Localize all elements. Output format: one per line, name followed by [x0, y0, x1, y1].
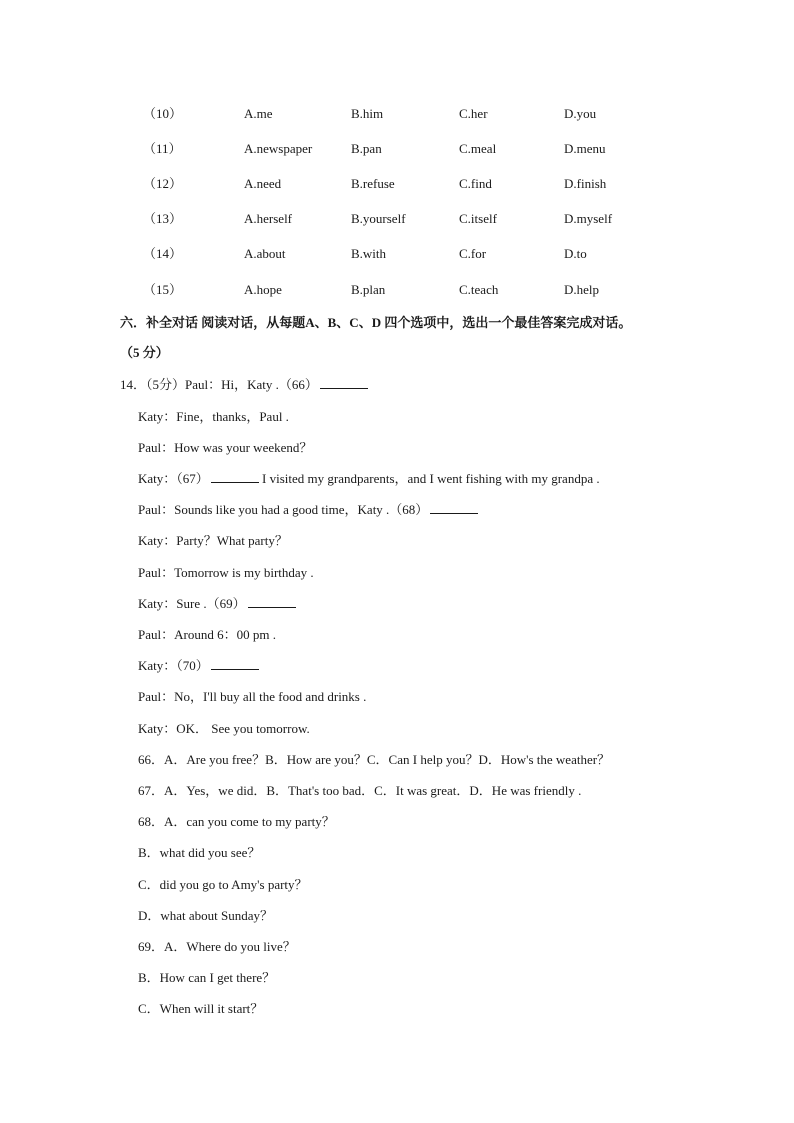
answer-blank [211, 657, 259, 670]
option-b: B.pan [351, 141, 382, 156]
dialogue-line [138, 438, 312, 458]
dialogue-text: Paul：No，I'll buy all the food and drinks . [138, 689, 367, 704]
dialogue-line [138, 531, 288, 551]
option-d: D.help [564, 282, 600, 297]
dialogue-text: Katy：（67） [138, 471, 209, 486]
option-a: A.about [244, 246, 286, 261]
dialogue-text: Paul：Sounds like you had a good time，Katy .（68） [138, 502, 429, 517]
section-heading: 六．补全对话 阅读对话，从每题A、B、C、D 四个选项中，选出一个最佳答案完成对话。 [120, 315, 632, 330]
option-d: D.to [564, 246, 587, 261]
option-b: B.refuse [351, 176, 395, 191]
dialogue-line [138, 469, 600, 489]
option-d: D.myself [564, 211, 613, 226]
question-header [120, 375, 368, 395]
option-a: A.newspaper [244, 141, 313, 156]
option-line: C．When will it start？ [138, 1001, 264, 1016]
option-b: B.yourself [351, 211, 406, 226]
choice-number: （12） [143, 176, 183, 191]
dialogue-line [138, 594, 296, 614]
option-d: D.menu [564, 141, 606, 156]
question-header-text: 14．（5分）Paul：Hi，Katy .（66） [120, 377, 318, 392]
option-line: 68．A．can you come to my party？ [138, 814, 335, 829]
option-a: A.herself [244, 211, 293, 226]
dialogue-text: Paul：Around 6：00 pm . [138, 627, 276, 642]
option-line: 66．A．Are you free？B．How are you？C．Can I help you？D．How's the weather？ [138, 752, 611, 767]
option-c: C.itself [459, 211, 497, 226]
option-c: C.find [459, 176, 492, 191]
dialogue-text: Katy：Party？What party？ [138, 533, 288, 548]
choice-number: （13） [143, 211, 183, 226]
dialogue-text: Paul：Tomorrow is my birthday . [138, 565, 314, 580]
dialogue-line [138, 625, 276, 645]
option-line: D．what about Sunday？ [138, 908, 274, 923]
answer-blank [211, 470, 259, 483]
option-b: B.with [351, 246, 387, 261]
dialogue-text: Katy：Sure .（69） [138, 596, 246, 611]
option-line: B．what did you see？ [138, 845, 261, 860]
dialogue-line [138, 563, 314, 583]
choice-number: （10） [143, 106, 183, 121]
option-a: A.hope [244, 282, 282, 297]
dialogue-line [138, 656, 259, 676]
option-c: C.meal [459, 141, 497, 156]
option-a: A.need [244, 176, 282, 191]
answer-blank [430, 501, 478, 514]
dialogue-line [138, 687, 366, 707]
option-c: C.for [459, 246, 487, 261]
option-c: C.her [459, 106, 488, 121]
dialogue-text-after: I visited my grandparents，and I went fishing with my grandpa . [258, 471, 600, 486]
option-line: 69．A．Where do you live？ [138, 939, 296, 954]
option-line: B．How can I get there？ [138, 970, 276, 985]
choice-number: （15） [143, 282, 183, 297]
option-d: D.finish [564, 176, 607, 191]
section-score: （5 分） [120, 345, 169, 360]
dialogue-line [138, 407, 289, 427]
choice-number: （14） [143, 246, 183, 261]
option-a: A.me [244, 106, 273, 121]
option-c: C.teach [459, 282, 499, 297]
dialogue-text: Paul：How was your weekend？ [138, 440, 313, 455]
option-b: B.him [351, 106, 384, 121]
dialogue-line [138, 500, 478, 520]
dialogue-text: Katy：Fine，thanks，Paul . [138, 409, 289, 424]
dialogue-text: Katy：（70） [138, 658, 209, 673]
dialogue-line [138, 719, 310, 739]
option-d: D.you [564, 106, 597, 121]
option-line: C．did you go to Amy's party？ [138, 877, 308, 892]
answer-blank [320, 376, 368, 389]
dialogue-text: Katy：OK． See you tomorrow. [138, 721, 310, 736]
answer-blank [248, 595, 296, 608]
option-b: B.plan [351, 282, 386, 297]
option-line: 67．A．Yes，we did．B．That's too bad．C．It was great．D．He was friendly . [138, 783, 582, 798]
choice-number: （11） [143, 141, 182, 156]
